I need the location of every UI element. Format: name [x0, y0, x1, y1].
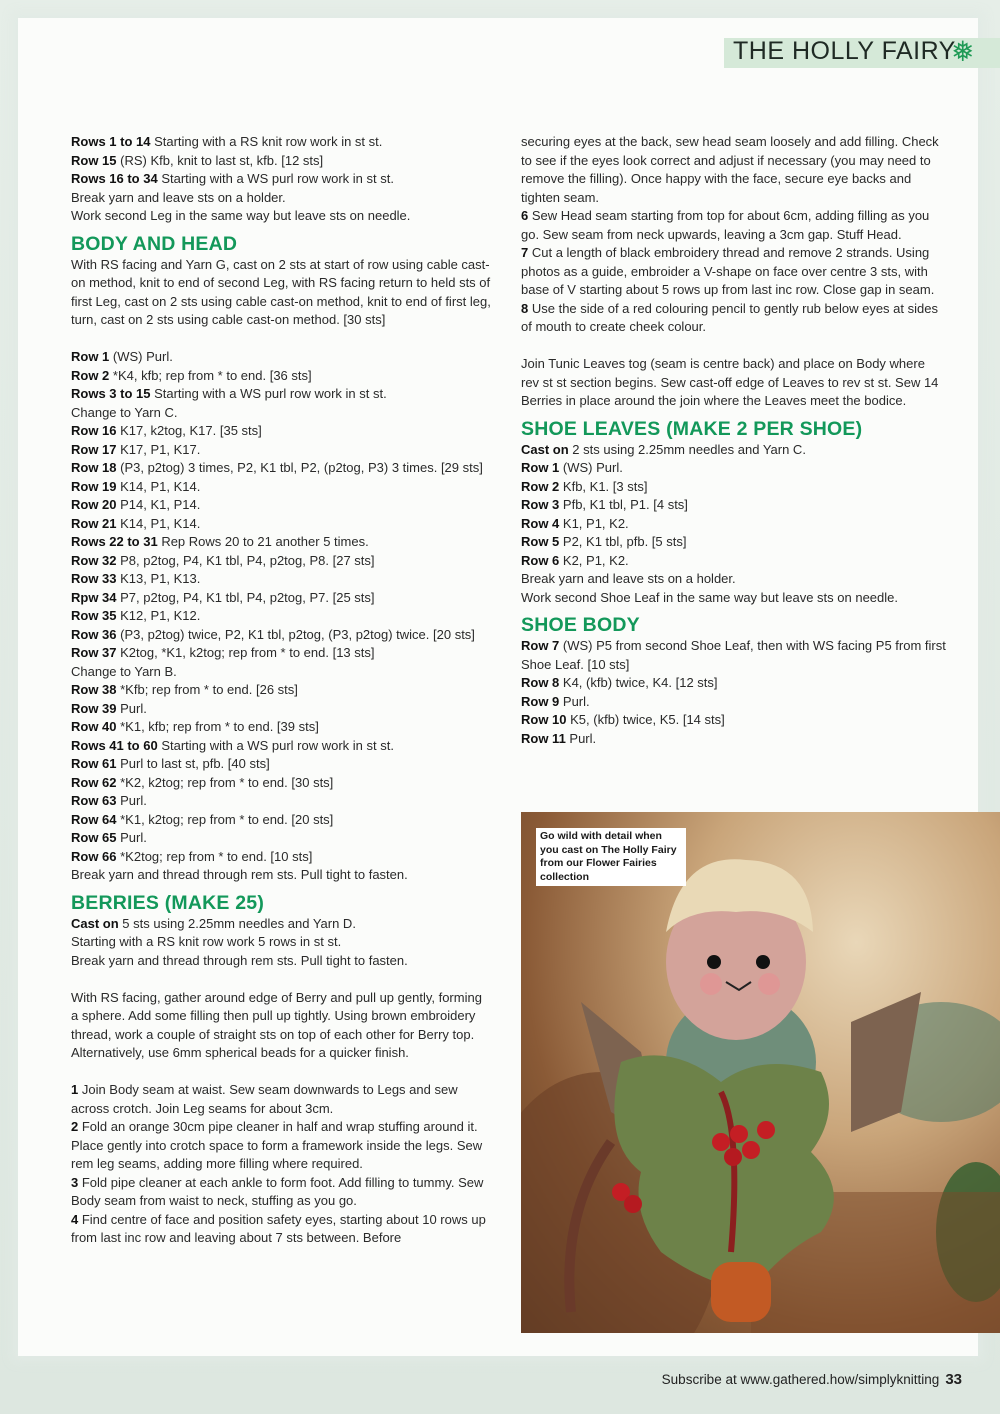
- instruction-row: [71, 607, 491, 626]
- row-text: K2tog, *K1, k2tog; rep from * to end. [13 sts]: [116, 645, 375, 660]
- row-label: Row 10: [521, 712, 567, 727]
- row-label: Row 62: [71, 774, 117, 790]
- left-column: [71, 133, 491, 1248]
- row-text: Purl.: [116, 830, 147, 845]
- row-text: Join Body seam at waist. Sew seam downwards to Legs and sew across crotch. Join Leg seams for about 3cm.: [71, 1082, 458, 1116]
- instruction-row: [521, 515, 946, 534]
- row-text: P7, p2tog, P4, K1 tbl, P4, p2tog, P7. [25 sts]: [116, 589, 375, 605]
- row-text: K17, k2tog, K17. [35 sts]: [116, 423, 262, 438]
- row-text: Starting with a WS purl row work in st st.: [150, 386, 387, 401]
- instruction-row: [71, 829, 491, 848]
- instruction-row: [521, 459, 946, 478]
- paragraph-gap: [71, 330, 491, 349]
- body-text: Break yarn and leave sts on a holder.: [71, 189, 286, 205]
- row-text: Purl.: [565, 730, 597, 746]
- paragraph-gap: [71, 970, 491, 989]
- page-title: THE HOLLY FAIRY: [733, 37, 956, 65]
- row-text: (RS) Kfb, knit to last st, kfb. [12 sts]: [116, 152, 324, 168]
- row-text: P2, K1 tbl, pfb. [5 sts]: [559, 534, 687, 549]
- instruction-row: [71, 133, 491, 152]
- row-label: Rows 3 to 15: [71, 386, 151, 401]
- instruction-row: [71, 626, 491, 645]
- instruction-row: [71, 774, 491, 793]
- section-heading: SHOE BODY: [521, 614, 640, 636]
- row-text: Fold an orange 30cm pipe cleaner in half and wrap stuffing around it. Place gently into crotch space to form a framework inside the legs. Sew rem leg seams, adding more filling where required.: [71, 1119, 483, 1171]
- row-text: Sew Head seam starting from top for about 6cm, adding filling as you go. Sew seam from neck upwards, leaving a 3cm gap. Stuff Head.: [521, 208, 930, 242]
- row-label: Rows 1 to 14: [71, 134, 151, 149]
- row-text: K12, P1, K12.: [116, 608, 201, 623]
- row-text: (P3, p2tog) 3 times, P2, K1 tbl, P2, (p2tog, P3) 3 times. [29 sts]: [116, 460, 483, 475]
- row-label: Row 32: [71, 552, 117, 568]
- row-label: Row 35: [71, 608, 117, 623]
- instruction-row: [71, 348, 491, 367]
- photo-caption: Go wild with detail when you cast on The Holly Fairy from our Flower Fairies collection: [536, 828, 686, 886]
- instruction-row: [521, 533, 946, 552]
- row-text: K13, P1, K13.: [116, 571, 201, 586]
- body-text: With RS facing and Yarn G, cast on 2 sts at start of row using cable cast-on method, knit to end of second Leg, with RS facing return to held sts of first Leg, cast on 2 sts using cable cast-on method, knit to end of first leg, turn, cast on 2 sts using cable cast-on method. [30 sts]: [71, 256, 491, 327]
- row-text: Purl to last st, pfb. [40 sts]: [116, 756, 270, 771]
- instruction-row: [71, 533, 491, 552]
- row-text: Cut a length of black embroidery thread and remove 2 strands. Using photos as a guide, embroider a V-shape on face over centre 3 sts, with base of V starting about 5 rows up from last inc row. Close gap in seam.: [521, 245, 935, 297]
- row-text: Starting with a WS purl row work in st st.: [157, 737, 394, 753]
- instruction-row: [521, 244, 946, 300]
- row-label: Cast on: [71, 915, 119, 931]
- row-label: Row 36: [71, 626, 117, 642]
- row-label: Rows 16 to 34: [71, 171, 158, 186]
- instruction-row: [71, 718, 491, 737]
- row-text: P14, K1, P14.: [116, 497, 201, 512]
- row-label: Row 39: [71, 700, 117, 716]
- instruction-row: [521, 711, 946, 730]
- row-label: Row 16: [71, 423, 117, 438]
- row-label: Row 17: [71, 441, 117, 457]
- row-text: Find centre of face and position safety eyes, starting about 10 rows up from last inc row and leaving about 7 sts between. Before: [71, 1211, 486, 1245]
- instruction-row: [71, 422, 491, 441]
- row-text: (WS) Purl.: [559, 460, 623, 475]
- subscribe-text: Subscribe at www.gathered.how/simplyknitting: [661, 1372, 940, 1387]
- row-label: Row 33: [71, 571, 117, 586]
- row-label: Row 2: [71, 367, 110, 383]
- row-label: Row 61: [71, 756, 117, 771]
- body-text: Break yarn and thread through rem sts. Pull tight to fasten.: [71, 952, 408, 968]
- instruction-row: [71, 496, 491, 515]
- section-heading: SHOE LEAVES (MAKE 2 PER SHOE): [521, 417, 863, 440]
- instruction-row: [71, 755, 491, 774]
- body-text: Starting with a RS knit row work 5 rows in st st.: [71, 934, 342, 949]
- section-heading: BERRIES (MAKE 25): [71, 891, 265, 914]
- row-label: 1: [71, 1082, 79, 1097]
- body-text: Join Tunic Leaves tog (seam is centre back) and place on Body where rev st st section begins. Sew cast-off edge of Leaves to rev st st. Sew 14 Berries in place around the join where the Leaves meet the bodice.: [521, 356, 939, 408]
- instruction-row: [71, 644, 491, 663]
- row-label: Row 6: [521, 552, 560, 568]
- row-text: (P3, p2tog) twice, P2, K1 tbl, p2tog, (P3, p2tog) twice. [20 sts]: [116, 626, 475, 642]
- row-label: Cast on: [521, 441, 569, 457]
- row-label: Row 21: [71, 515, 117, 531]
- row-label: Row 7: [521, 638, 560, 653]
- paragraph-gap: [521, 337, 946, 356]
- row-text: *K2, k2tog; rep from * to end. [30 sts]: [116, 774, 334, 790]
- instruction-row: [521, 730, 946, 749]
- row-label: Row 15: [71, 152, 117, 168]
- row-text: *K1, kfb; rep from * to end. [39 sts]: [116, 719, 319, 734]
- row-text: K14, P1, K14.: [116, 515, 201, 531]
- instruction-row: [71, 478, 491, 497]
- instruction-row: [71, 459, 491, 478]
- row-text: *K4, kfb; rep from * to end. [36 sts]: [109, 367, 312, 383]
- instruction-row: [521, 207, 946, 244]
- row-text: (WS) P5 from second Shoe Leaf, then with WS facing P5 from first Shoe Leaf. [10 sts]: [521, 638, 946, 672]
- row-label: 7: [521, 245, 529, 260]
- instruction-row: [521, 552, 946, 571]
- row-label: Row 2: [521, 478, 560, 494]
- row-label: Row 1: [71, 349, 110, 364]
- row-label: Rows 41 to 60: [71, 737, 158, 753]
- row-text: Purl.: [116, 793, 147, 808]
- row-label: Row 19: [71, 478, 117, 494]
- row-label: 8: [521, 300, 529, 316]
- instruction-row: [521, 441, 946, 460]
- clover-icon: ❅: [951, 36, 975, 67]
- row-text: Use the side of a red colouring pencil to gently rub below eyes at sides of mouth to create cheek colour.: [521, 300, 938, 334]
- instruction-row: [71, 811, 491, 830]
- body-text: Break yarn and leave sts on a holder.: [521, 571, 736, 586]
- paragraph-gap: [71, 1063, 491, 1082]
- body-text: Change to Yarn B.: [71, 663, 177, 679]
- instruction-row: [71, 152, 491, 171]
- row-label: Row 1: [521, 460, 560, 475]
- instruction-row: [71, 792, 491, 811]
- instruction-row: [521, 693, 946, 712]
- row-label: Row 37: [71, 645, 117, 660]
- row-text: K4, (kfb) twice, K4. [12 sts]: [559, 675, 718, 690]
- section-heading: BODY AND HEAD: [71, 232, 238, 255]
- holly-fairy-photo: [521, 812, 1000, 1333]
- instruction-row: [71, 1174, 491, 1211]
- row-label: Row 20: [71, 497, 117, 512]
- body-text: securing eyes at the back, sew head seam loosely and add filling. Check to see if the eyes look correct and adjust if necessary (you may need to remove the filling). Once happy with the face, secure eye backs and tighten seam.: [521, 134, 939, 205]
- instruction-row: [71, 1211, 491, 1248]
- row-text: 5 sts using 2.25mm needles and Yarn D.: [118, 915, 356, 931]
- instruction-row: [71, 1081, 491, 1118]
- row-text: (WS) Purl.: [109, 349, 173, 364]
- row-label: Row 4: [521, 515, 560, 531]
- row-text: Starting with a WS purl row work in st st.: [157, 171, 394, 186]
- row-text: Kfb, K1. [3 sts]: [559, 478, 648, 494]
- row-label: Row 8: [521, 675, 560, 690]
- footer: [662, 1371, 962, 1388]
- row-label: 6: [521, 208, 529, 223]
- row-label: Row 11: [521, 730, 566, 746]
- row-text: Rep Rows 20 to 21 another 5 times.: [157, 534, 369, 549]
- instruction-row: [521, 496, 946, 515]
- instruction-row: [521, 300, 946, 337]
- instruction-row: [71, 700, 491, 719]
- row-label: Row 38: [71, 682, 117, 697]
- row-text: K17, P1, K17.: [116, 441, 201, 457]
- row-text: Fold pipe cleaner at each ankle to form foot. Add filling to tummy. Sew Body seam from waist to neck, stuffing as you go.: [71, 1174, 484, 1208]
- instruction-row: [71, 170, 491, 189]
- instruction-row: [71, 367, 491, 386]
- row-label: 4: [71, 1211, 79, 1227]
- row-label: 2: [71, 1119, 79, 1134]
- row-label: 3: [71, 1174, 79, 1190]
- row-text: *K1, k2tog; rep from * to end. [20 sts]: [116, 811, 334, 827]
- row-label: Rows 22 to 31: [71, 534, 158, 549]
- row-text: K5, (kfb) twice, K5. [14 sts]: [566, 712, 725, 727]
- body-text: Work second Shoe Leaf in the same way but leave sts on needle.: [521, 589, 898, 605]
- body-text: Break yarn and thread through rem sts. Pull tight to fasten.: [71, 867, 408, 882]
- instruction-row: [71, 570, 491, 589]
- row-text: *K2tog; rep from * to end. [10 sts]: [116, 848, 313, 864]
- row-label: Rpw 34: [71, 589, 117, 605]
- right-column: [521, 133, 946, 748]
- instruction-row: [71, 552, 491, 571]
- instruction-row: [71, 441, 491, 460]
- instruction-row: [521, 674, 946, 693]
- instruction-row: [71, 385, 491, 404]
- row-text: 2 sts using 2.25mm needles and Yarn C.: [568, 441, 806, 457]
- row-text: Starting with a RS knit row work in st st.: [150, 134, 383, 149]
- row-label: Row 5: [521, 534, 560, 549]
- instruction-row: [521, 478, 946, 497]
- row-label: Row 9: [521, 693, 560, 709]
- instruction-row: [71, 848, 491, 867]
- row-text: P8, p2tog, P4, K1 tbl, P4, p2tog, P8. [27 sts]: [116, 552, 375, 568]
- row-label: Row 65: [71, 830, 117, 845]
- body-text: Change to Yarn C.: [71, 404, 178, 420]
- row-label: Row 63: [71, 793, 117, 808]
- row-label: Row 18: [71, 460, 117, 475]
- row-label: Row 40: [71, 719, 117, 734]
- instruction-row: [71, 589, 491, 608]
- row-text: K14, P1, K14.: [116, 478, 201, 494]
- instruction-row: [71, 1118, 491, 1174]
- row-text: Purl.: [559, 693, 590, 709]
- instruction-row: [71, 681, 491, 700]
- row-text: *Kfb; rep from * to end. [26 sts]: [116, 682, 298, 697]
- row-text: K1, P1, K2.: [559, 515, 629, 531]
- row-text: Pfb, K1 tbl, P1. [4 sts]: [559, 497, 688, 512]
- instruction-row: [71, 915, 491, 934]
- row-text: Purl.: [116, 700, 147, 716]
- row-label: Row 66: [71, 848, 117, 864]
- instruction-row: [71, 737, 491, 756]
- row-label: Row 64: [71, 811, 117, 827]
- body-text: With RS facing, gather around edge of Berry and pull up gently, forming a sphere. Add some filling then pull up tightly. Using brown embroidery thread, work a couple of straight sts on top of each other for Berry top. Alternatively, use 6mm spherical beads for a quicker finish.: [71, 989, 482, 1060]
- instruction-row: [521, 637, 946, 674]
- page-number: 33: [945, 1371, 962, 1388]
- row-label: Row 3: [521, 497, 560, 512]
- body-text: Work second Leg in the same way but leave sts on needle.: [71, 208, 411, 223]
- row-text: K2, P1, K2.: [559, 552, 629, 568]
- instruction-row: [71, 515, 491, 534]
- photo-illustration: [521, 812, 1000, 1333]
